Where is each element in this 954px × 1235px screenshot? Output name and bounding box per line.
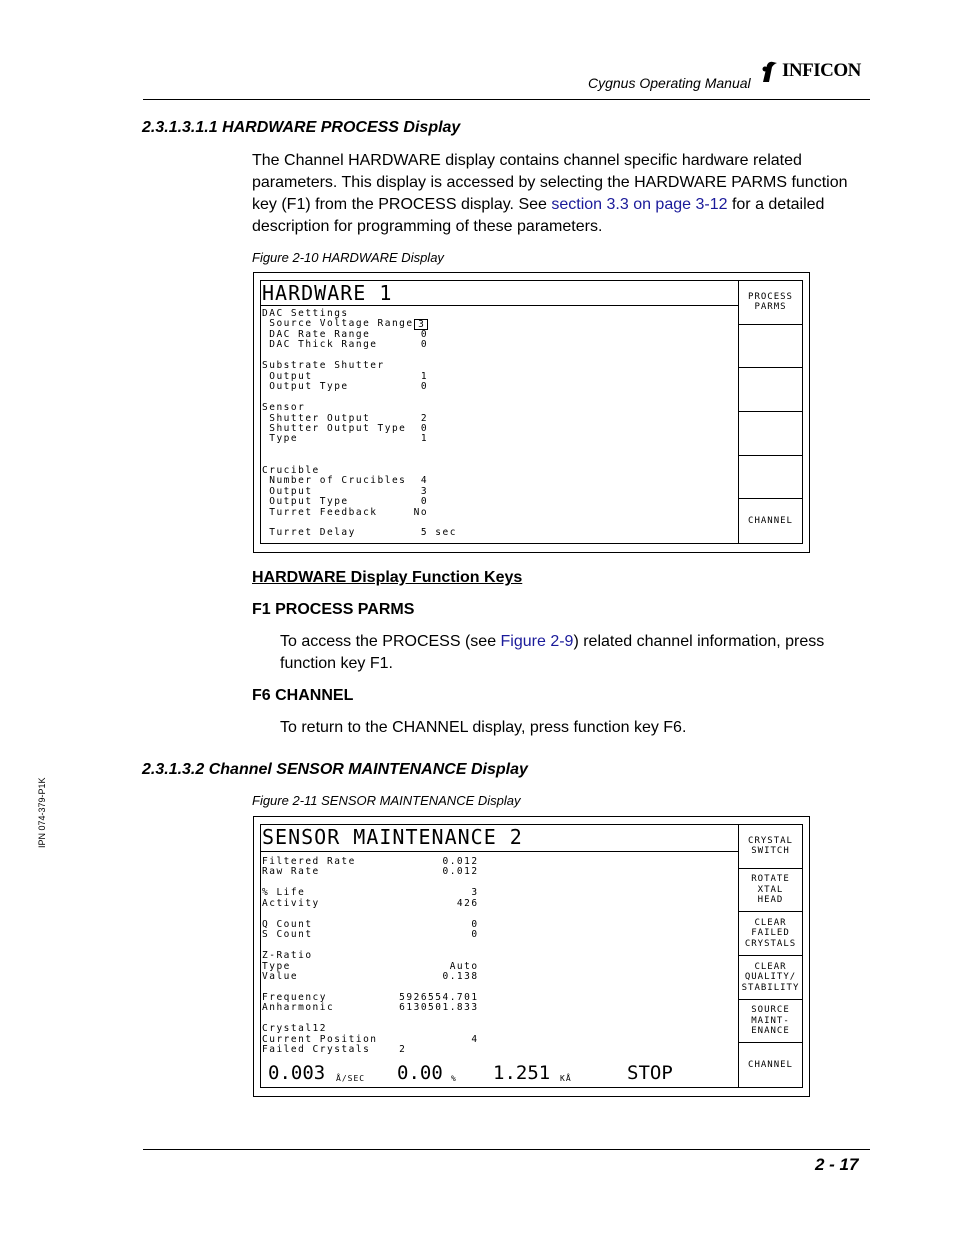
parameter-line: Activity 426 — [262, 897, 479, 909]
parameter-line: % Life 3 — [262, 887, 479, 899]
function-key-label: PARMS — [754, 302, 787, 313]
function-key-label: STABILITY — [741, 982, 800, 993]
selected-field[interactable]: 3 — [414, 319, 428, 330]
function-key-f4[interactable] — [739, 412, 802, 456]
f1-description — [280, 631, 872, 675]
parameter-line: Sensor — [262, 402, 306, 414]
header-rule — [143, 99, 870, 100]
function-key-label: CHANNEL — [748, 1059, 793, 1070]
f6-heading: F6 CHANNEL — [252, 687, 354, 704]
title-rule — [261, 851, 738, 852]
function-key-label: SWITCH — [751, 846, 790, 857]
thickness-unit: KÅ — [560, 1074, 572, 1083]
parameter-line: DAC Settings — [262, 308, 349, 319]
f1-text-end: ) related channel information, press function key F1. — [280, 633, 825, 672]
parameter-line: Crystal12 — [262, 1023, 327, 1035]
function-key-f3[interactable] — [739, 368, 802, 412]
manual-title: Cygnus Operating Manual — [588, 75, 751, 91]
para-text: The Channel HARDWARE display contains channel specific hardware related parameters. This display is accessed by selecting the HARDWARE PARMS function key (F1) from the PROCESS display. See — [252, 152, 848, 213]
section-heading-hardware: 2.3.1.3.1.1 HARDWARE PROCESS Display — [142, 119, 461, 136]
parameter-line: Source Voltage Range — [262, 318, 414, 330]
parameter-line: Shutter Output Type 0 — [262, 422, 429, 434]
section-link[interactable]: section 3.3 on page 3-12 — [551, 196, 728, 213]
function-key-label: ROTATE — [751, 874, 790, 885]
hardware-function-keys — [738, 281, 802, 543]
f1-heading: F1 PROCESS PARMS — [252, 601, 415, 618]
figure-caption-2-10: Figure 2-10 HARDWARE Display — [252, 250, 444, 265]
parameter-line: DAC Thick Range 0 — [262, 339, 429, 351]
function-key-label: HEAD — [757, 895, 784, 906]
screen-title: HARDWARE 1 — [262, 281, 393, 305]
parameter-line: Turret Feedback No — [262, 506, 429, 518]
power-value: 0.00 — [397, 1062, 443, 1084]
function-key-label: MAINT- — [751, 1015, 790, 1026]
page-number: 2 - 17 — [815, 1155, 859, 1174]
parameter-line: S Count 0 — [262, 929, 479, 941]
inficon-logo — [760, 60, 872, 84]
section-paragraph — [252, 150, 872, 238]
sensor-screen — [260, 824, 803, 1088]
inficon-logo-icon — [760, 61, 780, 83]
parameter-line: Shutter Output 2 — [262, 412, 429, 424]
parameter-line: DAC Rate Range 0 — [262, 328, 429, 340]
function-key-f4[interactable] — [739, 956, 802, 1000]
function-key-label: CRYSTAL — [748, 835, 793, 846]
parameter-line: Failed Crystals 2 — [262, 1044, 407, 1056]
function-key-label: PROCESS — [748, 291, 793, 302]
side-document-id: IPN 074-379-P1K — [37, 777, 47, 848]
parameter-line: Current Position 4 — [262, 1033, 479, 1045]
sensor-maintenance-figure — [253, 816, 810, 1097]
function-key-f6[interactable] — [739, 499, 802, 543]
parameter-line: Anharmonic 6130501.833 — [262, 1002, 479, 1014]
parameter-line: Output 1 — [262, 370, 429, 382]
function-key-f2[interactable] — [739, 325, 802, 369]
function-key-f6[interactable] — [739, 1043, 802, 1087]
parameter-line: Q Count 0 — [262, 918, 479, 930]
parameter-line: Frequency 5926554.701 — [262, 991, 479, 1003]
function-key-f2[interactable] — [739, 869, 802, 913]
parameter-line: Raw Rate 0.012 — [262, 866, 479, 878]
figure-link[interactable]: Figure 2-9 — [500, 633, 574, 650]
function-key-f1[interactable] — [739, 281, 802, 325]
parameter-line: Number of Crucibles 4 — [262, 475, 429, 487]
parameter-line: Substrate Shutter — [262, 360, 385, 372]
parameter-line: Output Type 0 — [262, 381, 429, 393]
function-keys-heading: HARDWARE Display Function Keys — [252, 569, 523, 586]
parameter-line: Z-Ratio — [262, 950, 313, 962]
function-key-label: ENANCE — [751, 1026, 790, 1037]
function-key-label: XTAL — [757, 884, 784, 895]
thickness-value: 1.251 — [493, 1062, 551, 1084]
function-key-f5[interactable] — [739, 456, 802, 500]
function-key-label: CLEAR — [754, 917, 787, 928]
f6-description: To return to the CHANNEL display, press function key F6. — [280, 719, 687, 736]
screen-title: SENSOR MAINTENANCE 2 — [262, 825, 523, 849]
para-text-end: for a detailed description for programming of these parameters. — [252, 196, 825, 235]
parameter-line: Output 3 — [262, 485, 429, 497]
section-heading-sensor: 2.3.1.3.2 Channel SENSOR MAINTENANCE Display — [142, 761, 528, 778]
function-key-label: CHANNEL — [748, 515, 793, 526]
title-rule — [261, 305, 738, 306]
footer-rule — [143, 1149, 870, 1150]
parameter-line: Value 0.138 — [262, 970, 479, 982]
parameter-line: Crucible — [262, 464, 320, 476]
function-key-label: SOURCE — [751, 1005, 790, 1016]
power-unit: % — [451, 1074, 457, 1083]
parameter-line: Output Type 0 — [262, 496, 429, 508]
parameter-line: Type Auto — [262, 960, 479, 972]
rate-unit: Å/SEC — [336, 1074, 366, 1083]
figure-caption-2-11: Figure 2-11 SENSOR MAINTENANCE Display — [252, 793, 521, 808]
hardware-display-figure — [253, 272, 810, 553]
hardware-screen — [260, 280, 803, 544]
function-key-label: CLEAR — [754, 961, 787, 972]
f1-text: To access the PROCESS (see — [280, 633, 501, 650]
function-key-label: CRYSTALS — [744, 938, 797, 949]
function-key-label: QUALITY/ — [744, 972, 797, 983]
sensor-function-keys — [738, 825, 802, 1087]
parameter-line: Type 1 — [262, 433, 429, 445]
logo-text: INFICON — [782, 60, 861, 81]
function-key-f1[interactable] — [739, 825, 802, 869]
parameter-line: Turret Delay 5 sec — [262, 527, 457, 539]
function-key-f5[interactable] — [739, 1000, 802, 1044]
process-state: STOP — [627, 1062, 673, 1084]
rate-value: 0.003 — [268, 1062, 326, 1084]
function-key-label: FAILED — [751, 928, 790, 939]
parameter-line: Filtered Rate 0.012 — [262, 856, 479, 867]
function-key-f3[interactable] — [739, 912, 802, 956]
